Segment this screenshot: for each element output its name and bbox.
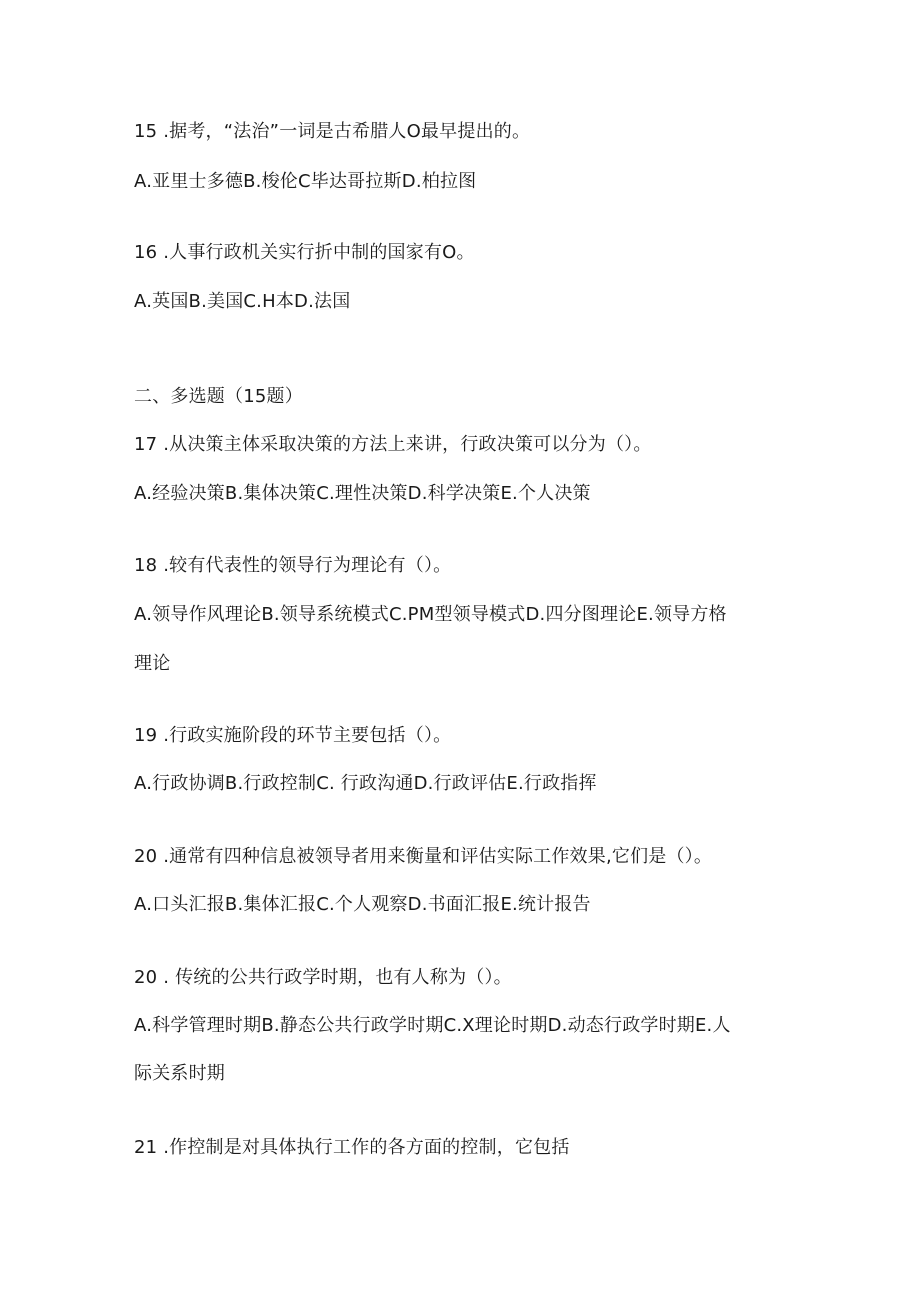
question-19-stem: 19 .行政实施阶段的环节主要包括（）。 xyxy=(134,725,452,746)
question-15-stem: 15 .据考，“法治”一词是古希腊人O最早提出的。 xyxy=(134,121,531,142)
question-20b-options: A.科学管理时期B.静态公共行政学时期C.X理论时期D.动态行政学时期E.人 xyxy=(134,1015,731,1036)
question-20b-stem: 20 . 传统的公共行政学时期，也有人称为（）。 xyxy=(134,967,512,988)
question-20b-options-continued: 际关系时期 xyxy=(134,1063,225,1084)
question-20a-stem: 20 .通常有四种信息被领导者用来衡量和评估实际工作效果,它们是（）。 xyxy=(134,846,713,867)
question-17-stem: 17 .从决策主体采取决策的方法上来讲，行政决策可以分为（）。 xyxy=(134,434,652,455)
question-18-stem: 18 .较有代表性的领导行为理论有（）。 xyxy=(134,555,452,576)
question-15-options: A.亚里士多德B.梭伦C毕达哥拉斯D.柏拉图 xyxy=(134,171,477,192)
section-heading: 二、多选题（15题） xyxy=(134,386,303,407)
question-16-stem: 16 .人事行政机关实行折中制的国家有O。 xyxy=(134,242,475,263)
question-18-options-continued: 理论 xyxy=(134,653,171,674)
question-21-stem: 21 .作控制是对具体执行工作的各方面的控制，它包括 xyxy=(134,1137,570,1158)
question-20a-options: A.口头汇报B.集体汇报C.个人观察D.书面汇报E.统计报告 xyxy=(134,894,591,915)
question-17-options: A.经验决策B.集体决策C.理性决策D.科学决策E.个人决策 xyxy=(134,483,591,504)
question-19-options: A.行政协调B.行政控制C. 行政沟通D.行政评估E.行政指挥 xyxy=(134,773,597,794)
question-18-options: A.领导作风理论B.领导系统模式C.PM型领导模式D.四分图理论E.领导方格 xyxy=(134,604,727,625)
question-16-options: A.英国B.美国C.H本D.法国 xyxy=(134,291,351,312)
